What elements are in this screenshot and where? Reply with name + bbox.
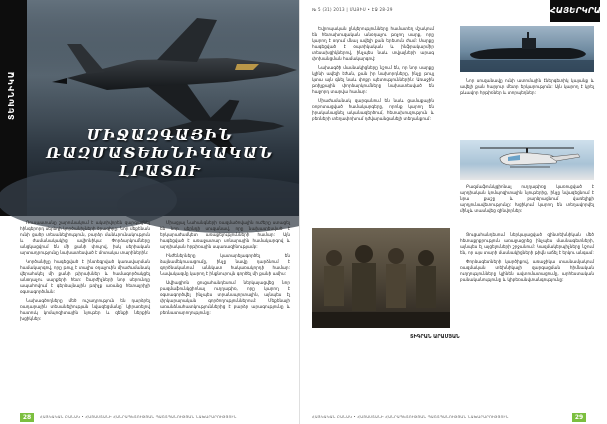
paragraph: Միաժամանակ զարգանում են նաև ցամաքային ռոբոտացված համակարգերը, որոնք կարող են իրականացնել ականազերծում, հետախուզություն և բեռների տեղափոխում դժվարանցանելի տեղանքում: bbox=[312, 98, 434, 121]
title-line-3: ԼՐԱՏՈՒ bbox=[119, 162, 201, 180]
section-label: ՏԵԽՆԻԿԱ bbox=[7, 70, 16, 120]
right-column-2c bbox=[460, 232, 594, 404]
page-number: 29 bbox=[572, 413, 586, 422]
paragraph: Փորձագետների կարծիքով, առաջիկա տասնամյակում ռազմական տեխնիկայի զարգացման հիմնական ուղղությունները կլինեն ավտոմատացումը, արհեստական բանականությունը և կիբեռանվտանգությունը: bbox=[460, 259, 594, 282]
title-line-2: ՌԱԶՄԱՏԵԽՆԻԿԱԿԱՆ bbox=[46, 144, 274, 162]
submarine-photo bbox=[460, 26, 594, 72]
section-tab: ՀԱՅԵՐԿՐԱՐ bbox=[550, 0, 600, 22]
title-line-1: ՄԻՋԱԶԳԱՅԻՆ bbox=[86, 126, 234, 144]
author-byline: ՏԻԳՐԱՆ ԱՐԱՄՅԱՆ bbox=[410, 334, 460, 340]
paragraph: Բազմաֆունկցիոնալ ուղղաթիռը կառուցված է արդիական կոմպոզիտային նյութերից, ինչը նվազեցնում է նրա քաշը և բարձրացնում վառելիքի արդյունավետությունը: Խցիկում կարող են տեղավորվել մինչև տասնվեց զինվորներ: bbox=[460, 184, 594, 213]
article-title bbox=[40, 126, 280, 180]
hero-fighter-jet-image bbox=[27, 0, 300, 216]
paragraph: Կործանիչը հագեցված է ինտեգրված կառավարման համակարգով, որը թույլ է տալիս օդաչուին միաժամանակ վերահսկել մի քանի թիրախներ և համագործակցել անօդաչու սարքերի հետ: Շարժիչների նոր սերունդը ապահովում է գերձայնային թռիչք առանց հետայրիչի օգտագործման: bbox=[20, 259, 150, 294]
submarine-icon bbox=[460, 26, 594, 72]
paragraph: Ցուցահանդեսում ներկայացված զինտեխնիկան մեծ հետաքրքրություն առաջացրեց ինչպես մասնագետների, այնպես էլ այցելուների շրջանում: Կազմակերպիչները նշում են, որ այս տարի մասնակիցների թիվն աճել է երկու անգամ: bbox=[460, 232, 594, 255]
right-column-1 bbox=[312, 26, 434, 226]
paragraph: Ռուսաստանը շարունակում է ակտիվորեն զարգացնել հինգերորդ սերնդի կործանիչների ծրագիրը: Նոր մեքենան ունի ցածր տեսանելիություն, բարձր մանևրունակություն և ժամանակակից ավիոնիկա: Փորձարկումները անցկացվում են մի քանի փուլով, իսկ սերիական արտադրությունը նախատեսված է մոտակա տարիներին: bbox=[20, 220, 150, 255]
helicopter-icon bbox=[460, 140, 594, 180]
right-masthead bbox=[300, 0, 607, 24]
paragraph: Ավիացիոն ցուցահանդեսում ներկայացվեց նոր բազմաֆունկցիոնալ ուղղաթիռ, որը կարող է օգտագործվել ինչպես տրանսպորտային, այնպես էլ փրկարարական գործողություններում: Մեքենայի առանձնահատկություններից է բարձր արագությունը և բեռնատարողությունը: bbox=[160, 280, 290, 315]
paragraph: Նախագծի մասնակիցները նշում են, որ նոր սարքը կլինի ավելի էժան, քան իր նախորդները, ինչը թույլ կտա այն գնել նաև փոքր պետություններին: Առաջին թռիչքային փորձարկումները նախատեսված են հաջորդ տարվա համար: bbox=[312, 65, 434, 94]
left-footer bbox=[0, 410, 300, 424]
helicopter-photo bbox=[460, 140, 594, 180]
issue-info: № 5 (31) 2013 | ՄԱՅԻՍ • ԷՋ 28-29 bbox=[312, 7, 393, 12]
right-column-2b bbox=[460, 184, 594, 228]
fighter-jet-illustration bbox=[27, 0, 300, 216]
paragraph: Եվրոպական ընկերությունները համատեղ մշակում են հետախուզական անօդաչու թռչող սարք, որը կարող է օդում մնալ ավելի քան երեսուն ժամ: Սարքը հագեցված է օպտիկական և ինֆրակարմիր տեսախցիկներով, ինչպես նաև տվյալների արագ փոխանցման համակարգով: bbox=[312, 26, 434, 61]
footer-text: ՀԱՅԿԱԿԱՆ ԲԱՆԱԿ • ՀԱՅԱՍՏԱՆԻ ՀԱՆՐԱՊԵՏՈՒԹՅԱՆ ՊԱՇՏՊԱՆՈՒԹՅԱՆ ՆԱԽԱՐԱՐՈՒԹՅՈՒՆ bbox=[312, 415, 509, 419]
paragraph: Նոր սուզանավը ունի ատոմային էներգետիկ կայանք և ավելի քան հարյուր մետր երկարություն: Այն կարող է կրել թևավոր հրթիռներ և տորպեդներ: bbox=[460, 78, 594, 95]
paragraph: Ինժեներները կատարելագործել են ձայնամեկուսացումը, ինչը նավը դարձնում է գործնականում աննկատ հակառակորդի համար: Նավակազմը կարող է ինքնուրույն գործել մի քանի ամիս: bbox=[160, 253, 290, 276]
paragraph: Նախագծողները մեծ ուշադրություն են դարձրել ռադարային տեսանելիության նվազեցմանը՝ կիրառելով հատուկ կոմպոզիտային նյութեր և զենքի ներքին խցիկներ: bbox=[20, 298, 150, 321]
footer-text: ՀԱՅԿԱԿԱՆ ԲԱՆԱԿ • ՀԱՅԱՍՏԱՆԻ ՀԱՆՐԱՊԵՏՈՒԹՅԱՆ ՊԱՇՏՊԱՆՈՒԹՅԱՆ ՆԱԽԱՐԱՐՈՒԹՅՈՒՆ bbox=[40, 415, 237, 419]
left-body-columns bbox=[20, 220, 292, 406]
left-page bbox=[0, 0, 300, 424]
left-column-2 bbox=[160, 220, 290, 406]
page-number: 28 bbox=[20, 413, 34, 422]
right-footer bbox=[300, 410, 600, 424]
right-column-2a bbox=[460, 78, 594, 138]
soldiers-photo bbox=[312, 228, 450, 328]
left-column-1 bbox=[20, 220, 150, 406]
right-page bbox=[300, 0, 607, 424]
soldiers-icon bbox=[312, 228, 450, 328]
paragraph: Միացյալ Նահանգների ռազմածովային ուժերը ստացել են նոր սերնդի սուզանավ, որը նախատեսված է երկարաժամկետ առաքելությունների համար: Այն հագեցված է առաջատար սոնարային համակարգով և արդիական հրթիռային սպառազինությամբ: bbox=[160, 220, 290, 249]
